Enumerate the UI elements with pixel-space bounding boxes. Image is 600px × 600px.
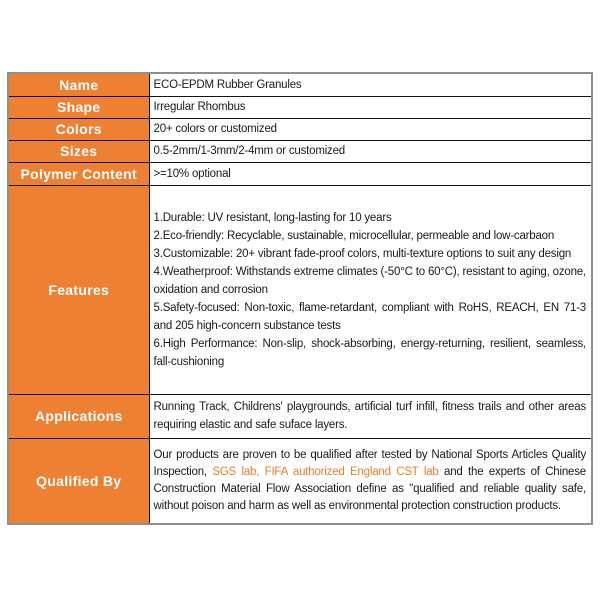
row-label-polymer-content: Polymer Content	[8, 162, 149, 185]
row-label-features: Features	[8, 185, 149, 394]
qualified-by-text: and the experts of Chinese Construction Material Flow Association define as "qualified and reliable quality safe, without poison and harm as well as environmental protection construction products.	[153, 465, 586, 512]
row-label-sizes: Sizes	[8, 140, 149, 162]
row-label-colors: Colors	[8, 118, 149, 140]
feature-item: 1.Durable: UV resistant, long-lasting for 10 years	[153, 211, 392, 224]
feature-item: 3.Customizable: 20+ vibrant fade-proof colors, multi-texture options to suit any design	[153, 247, 572, 260]
row-value-features	[149, 185, 592, 394]
table-row-polymer-content	[8, 162, 592, 185]
table-row-colors	[8, 118, 592, 140]
table-row-applications	[8, 394, 592, 438]
qualified-by-text: Our products are proven to be qualified after tested by National Sports Articles Quality Inspection,	[153, 448, 586, 478]
table-row-features	[8, 185, 592, 394]
row-label-name: Name	[8, 73, 149, 96]
feature-item: 5.Safety-focused: Non-toxic, flame-retardant, compliant with RoHS, REACH, EN 71-3 and 205 high-concern substance tests	[153, 301, 586, 332]
row-label-shape: Shape	[8, 96, 149, 118]
row-value-polymer-content: >=10% optional	[149, 162, 592, 185]
feature-item: 6.High Performance: Non-slip, shock-absorbing, energy-returning, resilient, seamless, fall-cushioning	[153, 337, 586, 368]
feature-item: 2.Eco-friendly: Recyclable, sustainable, microcellular, permeable and low-carbaon	[153, 229, 555, 242]
product-spec-table	[7, 72, 593, 525]
row-label-qualified-by: Qualified By	[8, 438, 149, 524]
row-value-colors: 20+ colors or customized	[149, 118, 592, 140]
table-row-sizes	[8, 140, 592, 162]
table-row-name	[8, 73, 592, 96]
row-value-qualified-by	[149, 438, 592, 524]
row-value-name: ECO-EPDM Rubber Granules	[149, 73, 592, 96]
qualified-by-accent-text: SGS lab, FIFA authorized England CST lab	[212, 465, 439, 478]
row-label-applications: Applications	[8, 394, 149, 438]
row-value-sizes: 0.5-2mm/1-3mm/2-4mm or customized	[149, 140, 592, 162]
table-row-qualified-by	[8, 438, 592, 524]
row-value-applications: Running Track, Childrens' playgrounds, artificial turf infill, fitness trails and other areas requiring elastic and safe suface layers.	[149, 394, 592, 438]
row-value-shape: Irregular Rhombus	[149, 96, 592, 118]
table-row-shape	[8, 96, 592, 118]
feature-item: 4.Weatherproof: Withstands extreme climates (-50°C to 60°C), resistant to aging, ozone, oxidation and corrosion	[153, 265, 586, 296]
